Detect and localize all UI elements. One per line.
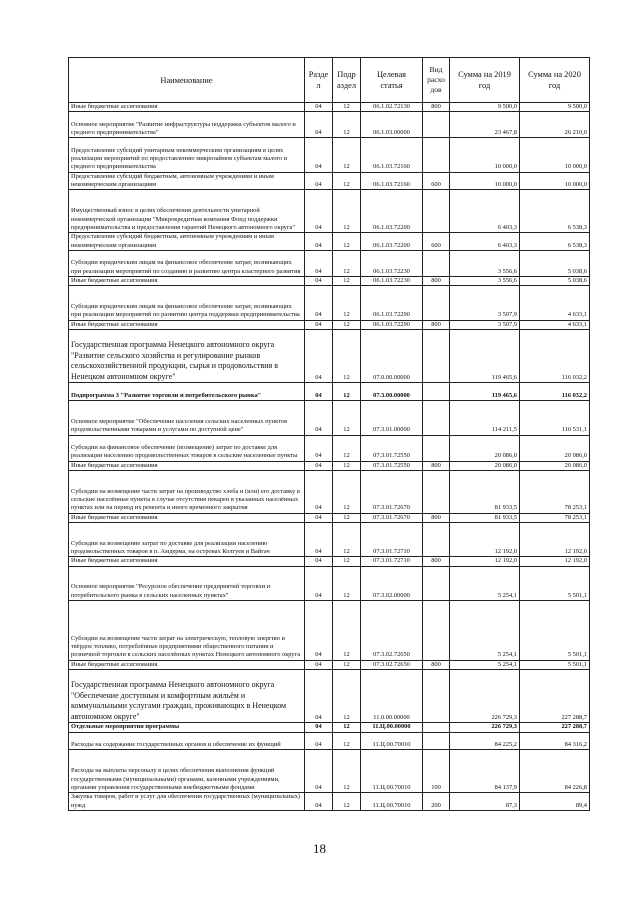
row-section: 04 (305, 513, 333, 522)
row-target: 06.1.03.72200 (361, 233, 423, 251)
row-target: 06.1.03.72160 (361, 138, 423, 172)
table-row (69, 286, 590, 320)
table-row (69, 750, 590, 793)
row-sum-2019: 5 254,1 (450, 566, 520, 600)
row-section: 04 (305, 660, 333, 669)
row-subsection: 12 (333, 172, 361, 190)
row-expense-type (423, 435, 450, 461)
row-subsection: 12 (333, 750, 361, 793)
table-row (69, 470, 590, 513)
table-row (69, 523, 590, 557)
row-subsection: 12 (333, 383, 361, 401)
table-row (69, 601, 590, 660)
row-sum-2020: 6 538,3 (520, 190, 590, 233)
row-sum-2020: 26 210,0 (520, 112, 590, 138)
row-sum-2020: 5 038,6 (520, 276, 590, 285)
page-number: 18 (313, 841, 326, 856)
row-sum-2019: 84 137,9 (450, 750, 520, 793)
row-name: Иные бюджетные ассигнования (69, 513, 305, 522)
row-subsection: 12 (333, 669, 361, 723)
row-name: Иные бюджетные ассигнования (69, 103, 305, 112)
row-name: Предоставление субсидий бюджетным, автономным учреждениям и иным некоммерческим организациям (69, 233, 305, 251)
table-row (69, 103, 590, 112)
row-section: 04 (305, 566, 333, 600)
row-section: 04 (305, 286, 333, 320)
row-subsection: 12 (333, 138, 361, 172)
row-expense-type (423, 190, 450, 233)
row-sum-2019: 3 556,6 (450, 276, 520, 285)
row-expense-type (423, 401, 450, 435)
row-target: 06.1.03.72200 (361, 190, 423, 233)
row-name: Основное мероприятие "Развитие инфраструктуры поддержки субъектов малого и среднего предпринимательства" (69, 112, 305, 138)
row-section: 04 (305, 557, 333, 566)
row-expense-type (423, 383, 450, 401)
row-sum-2020: 84 316,2 (520, 732, 590, 750)
row-target: 06.1.02.72130 (361, 103, 423, 112)
row-sum-2020: 10 000,0 (520, 172, 590, 190)
row-sum-2019: 81 933,5 (450, 470, 520, 513)
row-subsection: 12 (333, 435, 361, 461)
row-name: Иные бюджетные ассигнования (69, 461, 305, 470)
row-target: 11.Ц.00.70010 (361, 750, 423, 793)
row-subsection: 12 (333, 660, 361, 669)
row-sum-2020: 84 226,8 (520, 750, 590, 793)
row-expense-type (423, 523, 450, 557)
row-sum-2019: 6 403,3 (450, 190, 520, 233)
row-target: 06.1.03.72230 (361, 276, 423, 285)
row-expense-type (423, 329, 450, 383)
row-sum-2020: 116 032,2 (520, 329, 590, 383)
row-name: Субсидии на возмещение части затрат на производство хлеба и (или) его доставку в сельские населённые пункты в случае отсутствия пекарен в указанных населённых пунктах или на период их ремонта и иного временного закрытия (69, 470, 305, 513)
table-row (69, 732, 590, 750)
row-sum-2019: 226 729,3 (450, 723, 520, 732)
row-target: 06.1.03.72230 (361, 250, 423, 276)
row-sum-2019: 119 465,6 (450, 383, 520, 401)
row-target: 07.3.00.00000 (361, 383, 423, 401)
row-subsection: 12 (333, 793, 361, 811)
header-expense-type: Вид расхо дов (423, 58, 450, 103)
row-name: Государственная программа Ненецкого автономного округа "Развитие сельского хозяйства и регулирование рынков сельскохозяйственной продукции, сырья и продовольствия в Ненецком автономном округе" (69, 329, 305, 383)
row-sum-2020: 12 192,0 (520, 523, 590, 557)
row-target: 07.3.02.00000 (361, 566, 423, 600)
row-section: 04 (305, 190, 333, 233)
row-sum-2019: 5 254,1 (450, 601, 520, 660)
row-sum-2019: 81 933,5 (450, 513, 520, 522)
row-expense-type: 800 (423, 461, 450, 470)
header-target: Целевая статья (361, 58, 423, 103)
row-name: Субсидии на возмещение части затрат на электрическую, тепловую энергию и твёрдое топливо, потреблённые предприятиями общественного питания и розничной торговли в сельских населённых пунктах Ненецкого автономного округа (69, 601, 305, 660)
row-section: 04 (305, 276, 333, 285)
row-name: Государственная программа Ненецкого автономного округа "Обеспечение доступным и комфортным жильём и коммунальными услугами граждан, проживающих в Ненецком автономном округе" (69, 669, 305, 723)
row-subsection: 12 (333, 276, 361, 285)
row-sum-2019: 5 254,1 (450, 660, 520, 669)
row-expense-type (423, 601, 450, 660)
row-expense-type: 600 (423, 233, 450, 251)
table-row (69, 435, 590, 461)
row-sum-2020: 5 501,1 (520, 566, 590, 600)
table-row (69, 557, 590, 566)
row-subsection: 12 (333, 732, 361, 750)
row-expense-type (423, 566, 450, 600)
row-sum-2020: 5 038,6 (520, 250, 590, 276)
row-target: 07.3.01.72550 (361, 435, 423, 461)
row-subsection: 12 (333, 557, 361, 566)
row-subsection: 12 (333, 513, 361, 522)
row-section: 04 (305, 523, 333, 557)
row-expense-type: 800 (423, 557, 450, 566)
row-sum-2019: 23 467,8 (450, 112, 520, 138)
row-target: 06.1.03.72290 (361, 286, 423, 320)
row-section: 04 (305, 138, 333, 172)
row-sum-2020: 20 086,0 (520, 461, 590, 470)
row-subsection: 12 (333, 566, 361, 600)
row-target: 11.Ц.00.00000 (361, 723, 423, 732)
row-sum-2020: 89,4 (520, 793, 590, 811)
row-subsection: 12 (333, 329, 361, 383)
row-section: 04 (305, 435, 333, 461)
row-target: 11.0.00.00000 (361, 669, 423, 723)
table-row (69, 669, 590, 723)
table-row (69, 723, 590, 732)
row-expense-type (423, 470, 450, 513)
row-sum-2020: 110 531,1 (520, 401, 590, 435)
row-expense-type: 800 (423, 660, 450, 669)
row-subsection: 12 (333, 723, 361, 732)
row-target: 07.3.01.72710 (361, 557, 423, 566)
header-subsection: Подр аздел (333, 58, 361, 103)
row-target: 07.3.01.72550 (361, 461, 423, 470)
row-section: 04 (305, 383, 333, 401)
row-subsection: 12 (333, 233, 361, 251)
row-sum-2019: 10 000,0 (450, 138, 520, 172)
row-section: 04 (305, 601, 333, 660)
row-sum-2020: 20 086,0 (520, 435, 590, 461)
table-row (69, 383, 590, 401)
table-row (69, 401, 590, 435)
row-section: 04 (305, 250, 333, 276)
row-expense-type (423, 286, 450, 320)
row-section: 04 (305, 470, 333, 513)
row-section: 04 (305, 233, 333, 251)
row-target: 07.3.01.72670 (361, 513, 423, 522)
header-name: Наименование (69, 58, 305, 103)
row-sum-2019: 87,3 (450, 793, 520, 811)
table-row (69, 233, 590, 251)
row-expense-type: 800 (423, 103, 450, 112)
row-target: 07.3.01.72670 (361, 470, 423, 513)
row-sum-2020: 227 288,7 (520, 669, 590, 723)
row-target: 07.0.00.00000 (361, 329, 423, 383)
row-subsection: 12 (333, 401, 361, 435)
header-sum-2019: Сумма на 2019 год (450, 58, 520, 103)
row-expense-type (423, 250, 450, 276)
row-section: 04 (305, 320, 333, 329)
header-section: Разде л (305, 58, 333, 103)
row-sum-2019: 84 225,2 (450, 732, 520, 750)
row-expense-type: 800 (423, 320, 450, 329)
row-name: Иные бюджетные ассигнования (69, 660, 305, 669)
row-subsection: 12 (333, 461, 361, 470)
row-sum-2019: 3 556,6 (450, 250, 520, 276)
row-subsection: 12 (333, 320, 361, 329)
row-sum-2020: 116 032,2 (520, 383, 590, 401)
row-sum-2020: 78 253,1 (520, 470, 590, 513)
row-sum-2020: 10 000,0 (520, 138, 590, 172)
table-row (69, 461, 590, 470)
row-section: 04 (305, 669, 333, 723)
row-target: 11.Ц.00.70010 (361, 732, 423, 750)
row-sum-2019: 114 211,5 (450, 401, 520, 435)
row-subsection: 12 (333, 286, 361, 320)
row-section: 04 (305, 750, 333, 793)
row-section: 04 (305, 793, 333, 811)
row-sum-2019: 9 500,0 (450, 103, 520, 112)
table-row (69, 329, 590, 383)
row-subsection: 12 (333, 601, 361, 660)
row-target: 07.3.02.72650 (361, 660, 423, 669)
row-name: Субсидии юридическим лицам на финансовое обеспечение затрат, возникающих при реализации мероприятий по созданию и развитию центра кластерного развития (69, 250, 305, 276)
row-expense-type: 100 (423, 750, 450, 793)
row-name: Расходы на содержание государственных органов и обеспечение их функций (69, 732, 305, 750)
row-sum-2019: 119 465,6 (450, 329, 520, 383)
table-row (69, 566, 590, 600)
row-expense-type (423, 112, 450, 138)
row-target: 06.1.03.72290 (361, 320, 423, 329)
table-row (69, 276, 590, 285)
row-sum-2019: 20 086,0 (450, 461, 520, 470)
row-sum-2020: 9 500,0 (520, 103, 590, 112)
row-expense-type: 800 (423, 513, 450, 522)
row-name: Закупка товаров, работ и услуг для обеспечения государственных (муниципальных) нужд (69, 793, 305, 811)
row-sum-2020: 78 253,1 (520, 513, 590, 522)
row-expense-type (423, 669, 450, 723)
table-row (69, 138, 590, 172)
row-sum-2020: 4 633,1 (520, 320, 590, 329)
header-sum-2020: Сумма на 2020 год (520, 58, 590, 103)
row-target: 07.3.01.00000 (361, 401, 423, 435)
row-subsection: 12 (333, 190, 361, 233)
table-row (69, 320, 590, 329)
row-name: Подпрограмма 3 "Развитие торговли и потребительского рынка" (69, 383, 305, 401)
row-subsection: 12 (333, 112, 361, 138)
row-name: Субсидии юридическим лицам на финансовое обеспечение затрат, возникающих при реализации мероприятий по развитию центра поддержки предпринимательства (69, 286, 305, 320)
row-expense-type: 600 (423, 172, 450, 190)
row-sum-2019: 12 192,0 (450, 557, 520, 566)
row-sum-2020: 5 501,1 (520, 660, 590, 669)
row-sum-2019: 10 000,0 (450, 172, 520, 190)
row-sum-2019: 226 729,3 (450, 669, 520, 723)
table-header-row (69, 58, 590, 103)
row-target: 06.1.03.00000 (361, 112, 423, 138)
row-name: Отдельные мероприятия программы (69, 723, 305, 732)
table-row (69, 250, 590, 276)
row-sum-2019: 3 507,9 (450, 320, 520, 329)
row-expense-type (423, 723, 450, 732)
row-name: Основное мероприятие "Обеспечение населения сельских населенных пунктов продовольственными товарами и услугами по доступной цене" (69, 401, 305, 435)
budget-table (68, 57, 590, 811)
row-section: 04 (305, 329, 333, 383)
row-section: 04 (305, 461, 333, 470)
row-sum-2020: 227 288,7 (520, 723, 590, 732)
row-name: Субсидии на возмещение затрат по доставке для реализации населению продовольственных товаров в п. Амдерма, на островах Колгуев и Вайгач (69, 523, 305, 557)
table-row (69, 172, 590, 190)
row-target: 06.1.03.72160 (361, 172, 423, 190)
row-sum-2020: 4 633,1 (520, 286, 590, 320)
row-section: 04 (305, 401, 333, 435)
table-row (69, 190, 590, 233)
row-sum-2019: 3 507,9 (450, 286, 520, 320)
table-row (69, 793, 590, 811)
row-subsection: 12 (333, 470, 361, 513)
row-target: 07.3.01.72710 (361, 523, 423, 557)
row-name: Иные бюджетные ассигнования (69, 276, 305, 285)
row-sum-2020: 12 192,0 (520, 557, 590, 566)
row-sum-2020: 5 501,1 (520, 601, 590, 660)
row-name: Основное мероприятие "Ресурсное обеспечение предприятий торговли и потребительского рынка в сельских населенных пунктах" (69, 566, 305, 600)
table-row (69, 513, 590, 522)
row-subsection: 12 (333, 523, 361, 557)
row-name: Имущественный взнос в целях обеспечения деятельности унитарной некоммерческой организации "Микрокредитная компания Фонд поддержки предпринимательства и предоставления гарантий Ненецкого автономного округа" (69, 190, 305, 233)
row-target: 07.3.02.72650 (361, 601, 423, 660)
row-sum-2019: 12 192,0 (450, 523, 520, 557)
row-section: 04 (305, 172, 333, 190)
row-subsection: 12 (333, 250, 361, 276)
row-name: Иные бюджетные ассигнования (69, 320, 305, 329)
table-row (69, 112, 590, 138)
row-subsection: 12 (333, 103, 361, 112)
row-sum-2019: 20 086,0 (450, 435, 520, 461)
row-section: 04 (305, 112, 333, 138)
row-expense-type (423, 732, 450, 750)
row-section: 04 (305, 723, 333, 732)
row-sum-2019: 6 403,3 (450, 233, 520, 251)
row-name: Предоставление субсидий бюджетным, автономным учреждениям и иным некоммерческим организациям (69, 172, 305, 190)
table-row (69, 660, 590, 669)
row-section: 04 (305, 103, 333, 112)
row-expense-type (423, 138, 450, 172)
row-expense-type: 800 (423, 276, 450, 285)
row-section: 04 (305, 732, 333, 750)
row-target: 11.Ц.00.70010 (361, 793, 423, 811)
row-expense-type: 200 (423, 793, 450, 811)
row-name: Предоставление субсидий унитарным некоммерческим организациям в целях реализации мероприятий по предоставлению микрозаймов субъектам малого и среднего предпринимательства (69, 138, 305, 172)
row-name: Расходы на выплаты персоналу в целях обеспечения выполнения функций государственными (муниципальными) органами, казенными учреждениями, органами управления государственными внебюджетными фондами (69, 750, 305, 793)
row-name: Субсидии на финансовое обеспечение (возмещение) затрат по доставке для реализации населению продовольственных товаров в сельские населенные пункты (69, 435, 305, 461)
row-name: Иные бюджетные ассигнования (69, 557, 305, 566)
row-sum-2020: 6 538,3 (520, 233, 590, 251)
